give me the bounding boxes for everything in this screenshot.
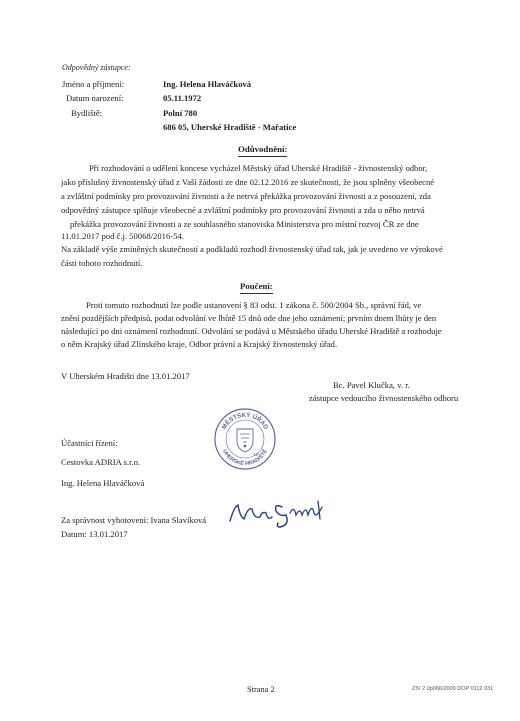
place-date: V Uherském Hradišti dne 13.01.2017 <box>61 371 190 381</box>
justification-line: překážka provozování živnosti a ze souhlasného stanoviska Ministerstva pro místní rozvoj ČR ze dne <box>70 219 419 229</box>
coat-of-arms-icon <box>237 429 253 452</box>
page-number: Strana 2 <box>247 685 275 694</box>
official-stamp <box>213 407 277 471</box>
residence-line2: 686 05, Uherské Hradiště - Mařatice <box>163 122 297 132</box>
copy-date: Datum: 13.01.2017 <box>61 529 128 539</box>
signatory-role: zástupce vedoucího živnostenského odboru <box>309 393 459 403</box>
justification-line: Při rozhodování o udělení koncese vycházel Městský úřad Uherské Hradiště - živnostenský odbor, <box>89 163 428 173</box>
copy-verification-label: Za správnost vyhotovení: Ivana Slavíková <box>61 515 207 525</box>
participant-item: Cestovka ADRIA s.r.o. <box>61 457 141 467</box>
signatory-name: Bc. Pavel Klučka, v. r. <box>333 380 410 390</box>
responsible-representative-label: Odpovědný zástupce: <box>62 63 131 72</box>
instruction-line: Proti tomuto rozhodnutí lze podle ustanovení § 83 odst. 1 zákona č. 500/2004 Sb., správní řád, ve <box>86 300 422 310</box>
justification-line: a zvláštní podmínky pro provozování živnosti a že netrvá překážka provozování živnosti a z posouzení, zda <box>61 191 431 201</box>
justification-line: části tohoto rozhodnutí. <box>61 258 143 268</box>
document-code: ZIV 2 0p066/2009 DOP 0112 031 <box>412 686 494 692</box>
residence-line1: Polní 780 <box>163 108 198 118</box>
instruction-line: následující po dni oznámení rozhodnutí. Odvolání se podává u Městského úřadu Uherské Hradiště a rozhoduje <box>61 326 442 336</box>
dob-value: 05.11.1972 <box>163 93 202 103</box>
handwritten-signature <box>226 497 336 531</box>
instruction-line: znění pozdějších předpisů, podat odvolání ve lhůtě 15 dnů ode dne jeho oznámení; prvním dnem lhůty je den <box>61 313 437 323</box>
justification-heading: Odůvodnění: <box>238 144 287 157</box>
instruction-line: o něm Krajský úřad Zlínského kraje, Odbor právní a Krajský živnostenský úřad. <box>61 339 338 349</box>
stamp-top-text: MĚSTSKÝ ÚŘAD <box>220 411 270 431</box>
justification-line: jako příslušný živnostenský úřad z Vaší žádosti ze dne 02.12.2016 ze skutečnosti, že jsou splněny všeobecné <box>61 177 435 187</box>
justification-line: 11.01.2017 pod č.j. 50068/2016-54. <box>61 231 184 241</box>
stamp-number: 12 <box>253 452 259 457</box>
justification-line: odpovědný zástupce splňuje všeobecné a zvláštní podmínky pro provozování živnosti a zda u něho netrvá <box>61 205 425 215</box>
dob-label: Datum narození: <box>66 93 124 103</box>
participant-item: Ing. Helena Hlaváčková <box>61 478 145 488</box>
name-label: Jméno a příjmení: <box>62 79 125 89</box>
justification-line: Na základě výše zmíněných skutečností a podkladů rozhodl živnostenský úřad tak, jak je uvedeno ve výrokové <box>61 244 443 254</box>
name-value: Ing. Helena Hlaváčková <box>163 79 252 89</box>
participants-heading: Účastníci řízení: <box>61 438 118 448</box>
residence-label: Bydliště: <box>71 108 103 118</box>
stamp-bottom-text: UHERSKÉ HRADIŠTĚ <box>221 448 269 468</box>
instruction-heading: Poučení: <box>240 281 273 294</box>
